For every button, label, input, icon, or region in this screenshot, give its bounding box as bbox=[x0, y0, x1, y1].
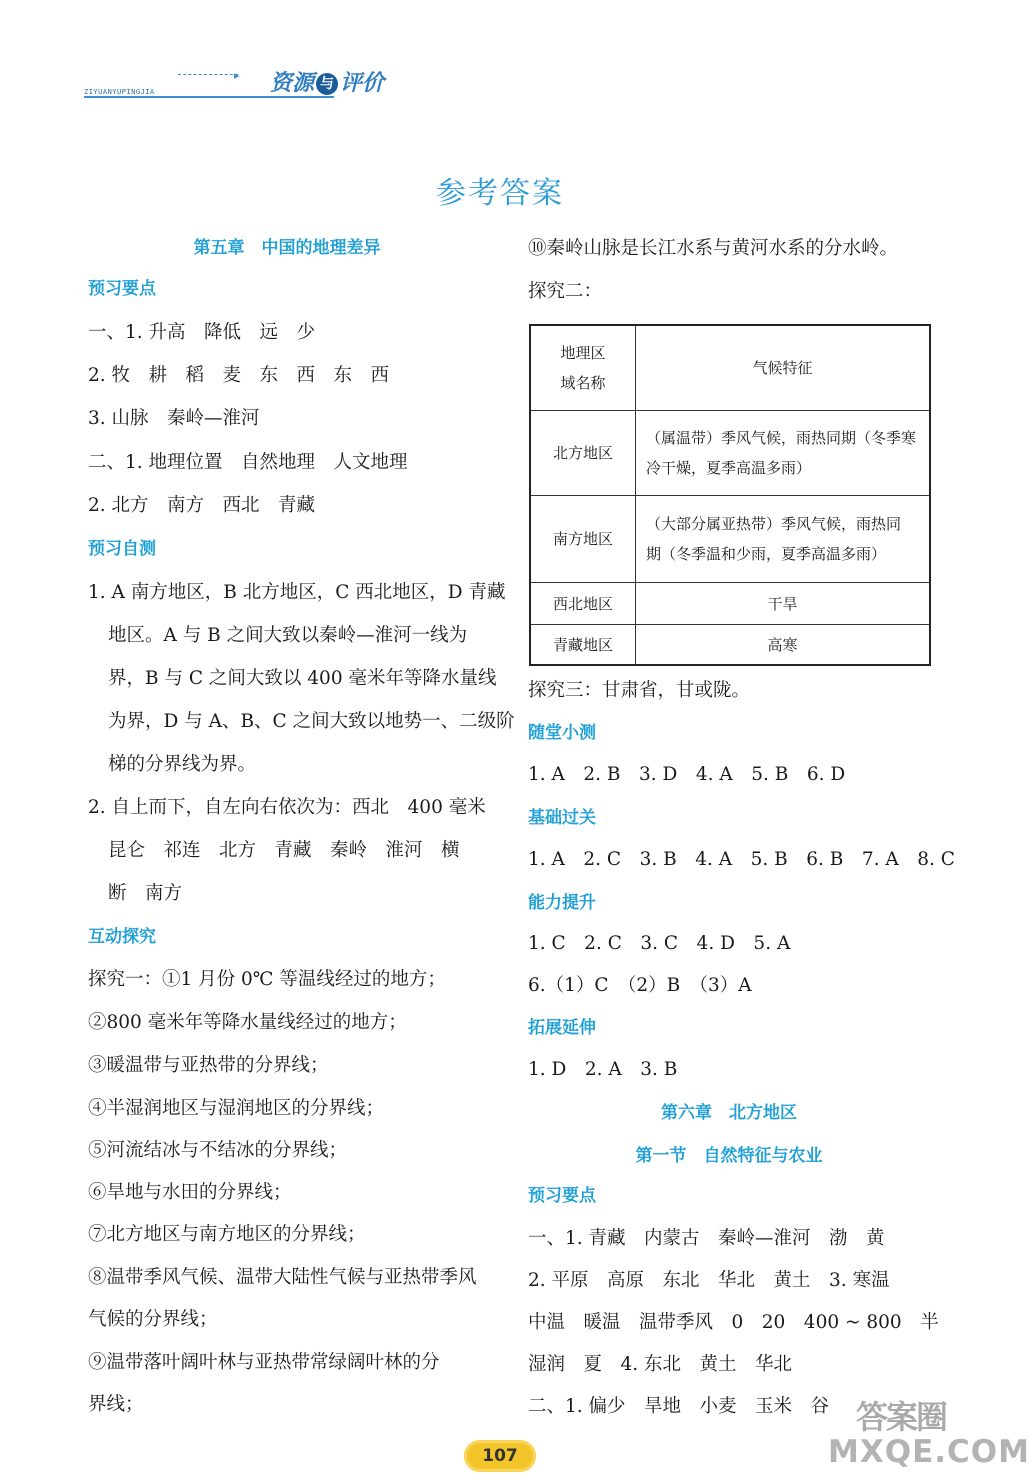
table-cell: 干旱 bbox=[767, 594, 798, 613]
answer-line: 地区。A 与 B 之间大致以秦岭—淮河一线为 bbox=[108, 625, 468, 646]
answer-line: 梯的分界线为界。 bbox=[108, 754, 257, 775]
arrow-right-icon: ▸ bbox=[234, 69, 240, 82]
section-subheading: 第一节 自然特征与农业 bbox=[635, 1146, 823, 1166]
table-cell: 北方地区 bbox=[531, 411, 636, 495]
section-heading-quiz: 随堂小测 bbox=[528, 723, 596, 743]
table-cell-text: 冷干燥，夏季高温多雨） bbox=[646, 459, 812, 477]
section-heading-ability: 能力提升 bbox=[528, 893, 596, 913]
logo-title bbox=[270, 66, 384, 97]
table-row bbox=[531, 583, 929, 625]
watermark-url: MXQE.COM bbox=[828, 1434, 1030, 1470]
section-heading-extension: 拓展延伸 bbox=[528, 1018, 596, 1038]
answer-line: 二、1. 地理位置 自然地理 人文地理 bbox=[88, 452, 408, 473]
table-header-cell bbox=[531, 326, 636, 410]
watermark bbox=[820, 1392, 1030, 1478]
table-row bbox=[531, 411, 929, 496]
chapter-heading: 第六章 北方地区 bbox=[661, 1103, 797, 1123]
climate-table bbox=[529, 324, 931, 666]
answer-line: ⑩秦岭山脉是长江水系与黄河水系的分水岭。 bbox=[528, 238, 899, 259]
answer-line: 二、1. 偏少 旱地 小麦 玉米 谷 bbox=[528, 1396, 830, 1417]
answer-line: ②800 毫米年等降水量线经过的地方； bbox=[88, 1012, 407, 1033]
answer-line: 界线； bbox=[88, 1394, 144, 1415]
logo-and-badge: 与 bbox=[316, 73, 338, 95]
table-header-text: 域名称 bbox=[560, 374, 606, 392]
answer-line: 2. 自上而下，自左向右依次为：西北 400 毫米 bbox=[88, 797, 486, 818]
answer-line: ③暖温带与亚热带的分界线； bbox=[88, 1055, 329, 1076]
answer-line: ⑧温带季风气候、温带大陆性气候与亚热带季风 bbox=[88, 1267, 477, 1288]
table-cell: 青藏地区 bbox=[531, 625, 636, 664]
table-row bbox=[531, 496, 929, 583]
answer-line: 探究三：甘肃省，甘或陇。 bbox=[528, 680, 751, 701]
answer-line: 中温 暖温 温带季风 0 20 400 ~ 800 半 bbox=[528, 1312, 939, 1333]
answer-line: 3. 山脉 秦岭—淮河 bbox=[88, 408, 260, 429]
answer-line: 1. D 2. A 3. B bbox=[528, 1059, 678, 1080]
table-header-row bbox=[531, 326, 929, 411]
answer-line: ⑤河流结冰与不结冰的分界线； bbox=[88, 1140, 348, 1161]
answer-line: 为界，D 与 A、B、C 之间大致以地势一、二级阶 bbox=[108, 711, 515, 732]
table-cell bbox=[636, 411, 929, 495]
header-logo bbox=[84, 64, 385, 100]
answer-line: 一、1. 升高 降低 远 少 bbox=[88, 322, 316, 343]
answer-line: 6.（1）C （2）B （3）A bbox=[528, 975, 752, 996]
answer-line: 1. C 2. C 3. C 4. D 5. A bbox=[528, 933, 791, 954]
page-number-badge: 107 bbox=[464, 1440, 536, 1472]
answer-line: ⑨温带落叶阔叶林与亚热带常绿阔叶林的分 bbox=[88, 1352, 440, 1373]
answer-line: ⑦北方地区与南方地区的分界线； bbox=[88, 1224, 366, 1245]
logo-pinyin: ZIYUANYUPINGJIA bbox=[84, 88, 155, 96]
table-cell-text: （大部分属亚热带）季风气候，雨热同 bbox=[646, 515, 902, 533]
answer-line: 昆仑 祁连 北方 青藏 秦岭 淮河 横 bbox=[108, 840, 460, 861]
answer-line: 探究二： bbox=[528, 281, 603, 302]
answer-line: 1. A 2. C 3. B 4. A 5. B 6. B 7. A 8. C bbox=[528, 849, 955, 870]
answer-line: 一、1. 青藏 内蒙古 秦岭—淮河 渤 黄 bbox=[528, 1228, 885, 1249]
table-row bbox=[531, 625, 929, 664]
page-title: 参考答案 bbox=[436, 176, 564, 211]
table-cell-text: 期（冬季温和少雨，夏季高温多雨） bbox=[646, 545, 887, 563]
section-heading-preview: 预习要点 bbox=[528, 1186, 596, 1206]
answer-line: ⑥旱地与水田的分界线； bbox=[88, 1182, 292, 1203]
answer-line: 探究一：①1 月份 0℃ 等温线经过的地方； bbox=[88, 969, 446, 990]
logo-title-left: 资源 bbox=[270, 71, 315, 96]
answer-line: 湿润 夏 4. 东北 黄土 华北 bbox=[528, 1354, 793, 1375]
table-cell: 南方地区 bbox=[531, 496, 636, 582]
table-cell: 西北地区 bbox=[531, 583, 636, 624]
logo-title-right: 评价 bbox=[340, 71, 385, 96]
answer-line: 界，B 与 C 之间大致以 400 毫米年等降水量线 bbox=[108, 668, 497, 689]
answer-line: 1. A 2. B 3. D 4. A 5. B 6. D bbox=[528, 764, 846, 785]
answer-line: 气候的分界线； bbox=[88, 1309, 218, 1330]
table-cell-text: （属温带）季风气候，雨热同期（冬季寒 bbox=[646, 429, 917, 447]
answer-line: 2. 平原 高原 东北 华北 黄土 3. 寒温 bbox=[528, 1270, 890, 1291]
answer-line: 断 南方 bbox=[108, 883, 183, 904]
answer-line: ④半湿润地区与湿润地区的分界线； bbox=[88, 1098, 385, 1119]
answer-line: 1. A 南方地区，B 北方地区，C 西北地区，D 青藏 bbox=[88, 582, 506, 603]
answer-line: 2. 牧 耕 稻 麦 东 西 东 西 bbox=[88, 365, 390, 386]
table-header-text: 地理区 bbox=[560, 344, 606, 362]
section-heading-selftest: 预习自测 bbox=[88, 539, 156, 559]
table-cell bbox=[636, 496, 929, 582]
logo-arrow-line bbox=[178, 74, 238, 76]
section-heading-preview: 预习要点 bbox=[88, 279, 156, 299]
table-cell: 高寒 bbox=[767, 635, 798, 654]
section-heading-basic: 基础过关 bbox=[528, 808, 596, 828]
section-heading-explore: 互动探究 bbox=[88, 927, 156, 947]
chapter-heading: 第五章 中国的地理差异 bbox=[193, 238, 381, 258]
table-header-cell: 气候特征 bbox=[752, 359, 813, 377]
watermark-stamp: 答案圈 bbox=[856, 1398, 947, 1436]
answer-line: 2. 北方 南方 西北 青藏 bbox=[88, 495, 316, 516]
